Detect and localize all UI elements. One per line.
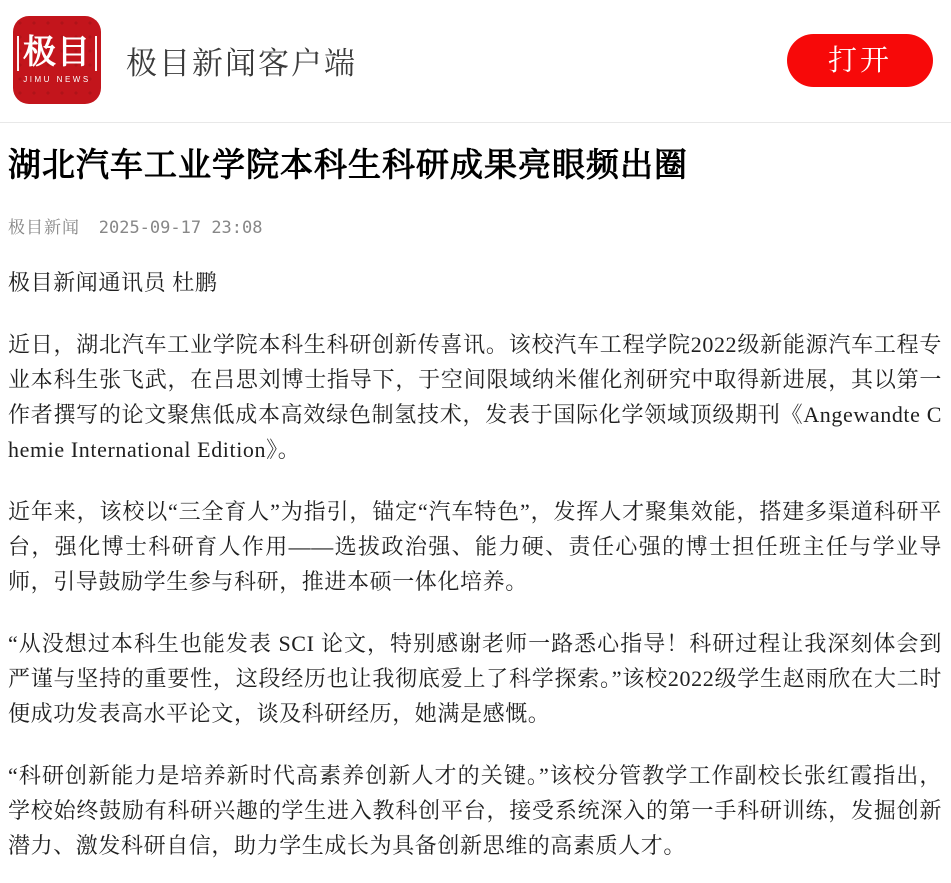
article-paragraph: 近年来，该校以“三全育人”为指引，锚定“汽车特色”，发挥人才聚集效能，搭建多渠道科研平台，强化博士科研育人作用——选拔政治强、能力硬、责任心强的博士担任班主任与学业导师，引导鼓励学生参与科研，推进本硕一体化培养。: [8, 499, 942, 595]
jimu-news-logo[interactable]: [13, 16, 101, 104]
logo-cn-text: 极目: [17, 36, 97, 71]
logo-en-text: JIMU NEWS: [23, 74, 91, 84]
article-timestamp: 2025-09-17 23:08: [98, 218, 263, 239]
app-title: 极目新闻客户端: [126, 45, 357, 81]
article-correspondent-line: 极目新闻通讯员 杜鹏: [8, 270, 218, 296]
article-title: 湖北汽车工业学院本科生科研成果亮眼频出圈: [8, 148, 688, 184]
open-app-button[interactable]: 打开: [787, 34, 933, 87]
article-paragraph: “从没想过本科生也能发表 SCI 论文，特别感谢老师一路悉心指导！科研过程让我深刻体会到严谨与坚持的重要性，这段经历也让我彻底爱上了科学探索。”该校2022级学生赵雨欣在大二时便成功发表高水平论文，谈及科研经历，她满是感慨。: [8, 631, 942, 727]
header-divider: [0, 122, 951, 123]
article-source: 极目新闻: [8, 218, 80, 238]
article-body: [8, 265, 942, 863]
article-paragraph: “科研创新能力是培养新时代高素养创新人才的关键。”该校分管教学工作副校长张红霞指出，学校始终鼓励有科研兴趣的学生进入教科创平台，接受系统深入的第一手科研训练，发掘创新潜力、激发科研自信，助力学生成长为具备创新思维的高素质人才。: [8, 763, 942, 859]
article: [0, 146, 951, 863]
article-paragraph: 近日，湖北汽车工业学院本科生科研创新传喜讯。该校汽车工程学院2022级新能源汽车工程专业本科生张飞武，在吕思刘博士指导下，于空间限域纳米催化剂研究中取得新进展，其以第一作者撰写的论文聚焦低成本高效绿色制氢技术，发表于国际化学领域顶级期刊《Angewandte Chemie International Edition》。: [8, 332, 942, 463]
article-byline: [8, 213, 942, 238]
app-header: [0, 0, 951, 122]
